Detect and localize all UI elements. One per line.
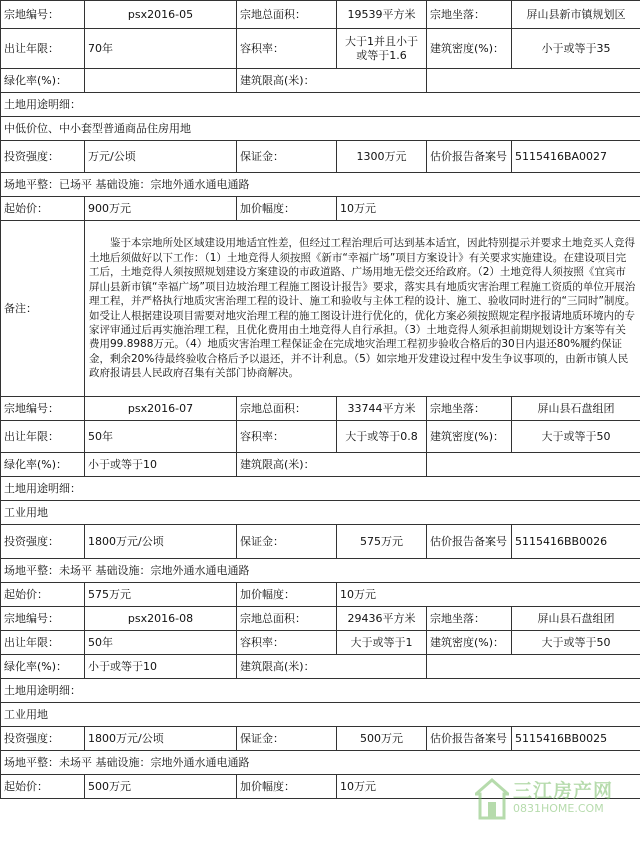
label-increment: 加价幅度： <box>237 583 337 607</box>
label-site-prep: 场地平整： <box>4 755 59 769</box>
plot-ratio-value: 大于或等于0.8 <box>337 421 427 453</box>
label-infra: 基础设施： <box>95 563 151 577</box>
investment-value: 1800万元/公顷 <box>85 525 237 559</box>
label-term: 出让年限： <box>1 631 85 655</box>
label-parcel-no: 宗地编号： <box>1 607 85 631</box>
parcel-row-investment <box>1 525 640 559</box>
label-appraisal: 估价报告备案号 <box>427 141 512 173</box>
greening-value: 小于或等于10 <box>85 453 237 477</box>
label-plot-ratio: 容积率： <box>237 29 337 69</box>
increment-value: 10万元 <box>337 583 640 607</box>
label-height-limit: 建筑限高(米)： <box>237 453 427 477</box>
label-infra: 基础设施： <box>95 177 151 191</box>
parcel-row-term <box>1 631 640 655</box>
parcel-row-term <box>1 29 640 69</box>
start-price-value: 575万元 <box>85 583 237 607</box>
greening-value <box>85 69 237 93</box>
watermark-brand: 三江房产网 <box>513 780 614 802</box>
total-area-value: 19539平方米 <box>337 1 427 29</box>
label-deposit: 保证金： <box>237 727 337 751</box>
parcel-row-greening <box>1 655 640 679</box>
increment-value: 10万元 <box>337 197 640 221</box>
parcel-row-use-label <box>1 679 640 703</box>
parcel-no-value: psx2016-07 <box>85 397 237 421</box>
parcel-row-basic <box>1 397 640 421</box>
total-area-value: 33744平方米 <box>337 397 427 421</box>
parcel-row-investment <box>1 141 640 173</box>
parcel-row-greening <box>1 69 640 93</box>
label-site-prep: 场地平整： <box>4 563 59 577</box>
parcel-row-use <box>1 703 640 727</box>
label-term: 出让年限： <box>1 29 85 69</box>
label-greening: 绿化率(%)： <box>1 655 85 679</box>
plot-ratio-value: 大于1并且小于或等于1.6 <box>337 29 427 69</box>
label-location: 宗地坐落： <box>427 397 512 421</box>
deposit-value: 575万元 <box>337 525 427 559</box>
investment-value: 1800万元/公顷 <box>85 727 237 751</box>
label-parcel-no: 宗地编号： <box>1 1 85 29</box>
increment-value: 10万元 <box>337 775 640 799</box>
label-location: 宗地坐落： <box>427 1 512 29</box>
label-start-price: 起始价： <box>1 775 85 799</box>
parcel-row-basic <box>1 1 640 29</box>
term-value: 50年 <box>85 631 237 655</box>
label-total-area: 宗地总面积： <box>237 607 337 631</box>
parcel-row-site <box>1 751 640 775</box>
location-value: 屏山县石盘组团 <box>512 607 640 631</box>
label-height-limit: 建筑限高(米)： <box>237 655 427 679</box>
label-appraisal: 估价报告备案号 <box>427 727 512 751</box>
investment-value: 万元/公顷 <box>85 141 237 173</box>
height-limit-value <box>427 69 640 93</box>
parcel-row-term <box>1 421 640 453</box>
label-plot-ratio: 容积率： <box>237 631 337 655</box>
house-logo-icon <box>475 778 509 820</box>
site-infra-cell <box>1 751 640 775</box>
location-value: 屏山县石盘组团 <box>512 397 640 421</box>
label-total-area: 宗地总面积： <box>237 1 337 29</box>
appraisal-value: 5115416BB0026 <box>512 525 640 559</box>
parcel-row-price <box>1 583 640 607</box>
deposit-value: 1300万元 <box>337 141 427 173</box>
parcel-no-value: psx2016-08 <box>85 607 237 631</box>
term-value: 70年 <box>85 29 237 69</box>
greening-value: 小于或等于10 <box>85 655 237 679</box>
label-investment: 投资强度： <box>1 727 85 751</box>
parcel-row-use-label <box>1 477 640 501</box>
parcel-row-investment <box>1 727 640 751</box>
parcel-no-value: psx2016-05 <box>85 1 237 29</box>
label-parcel-no: 宗地编号： <box>1 397 85 421</box>
land-use-value: 工业用地 <box>1 703 640 727</box>
parcel-row-basic <box>1 607 640 631</box>
density-value: 大于或等于50 <box>512 631 640 655</box>
start-price-value: 900万元 <box>85 197 237 221</box>
parcel-row-use <box>1 501 640 525</box>
label-increment: 加价幅度： <box>237 197 337 221</box>
parcel-row-use-label <box>1 93 640 117</box>
label-land-use-detail: 土地用途明细： <box>1 477 640 501</box>
parcel-row-use <box>1 117 640 141</box>
label-height-limit: 建筑限高(米)： <box>237 69 427 93</box>
label-deposit: 保证金： <box>237 525 337 559</box>
density-value: 小于或等于35 <box>512 29 640 69</box>
site-prep-value: 未场平 <box>59 563 92 577</box>
label-site-prep: 场地平整： <box>4 177 59 191</box>
label-start-price: 起始价： <box>1 583 85 607</box>
parcel-row-site <box>1 559 640 583</box>
land-use-value: 中低价位、中小套型普通商品住房用地 <box>1 117 640 141</box>
appraisal-value: 5115416BB0025 <box>512 727 640 751</box>
label-density: 建筑密度(%)： <box>427 29 512 69</box>
density-value: 大于或等于50 <box>512 421 640 453</box>
term-value: 50年 <box>85 421 237 453</box>
location-value: 屏山县新市镇规划区 <box>512 1 640 29</box>
label-land-use-detail: 土地用途明细： <box>1 679 640 703</box>
label-greening: 绿化率(%)： <box>1 453 85 477</box>
label-increment: 加价幅度： <box>237 775 337 799</box>
site-infra-cell <box>1 559 640 583</box>
appraisal-value: 5115416BA0027 <box>512 141 640 173</box>
parcel-row-remarks <box>1 221 640 397</box>
label-term: 出让年限： <box>1 421 85 453</box>
start-price-value: 500万元 <box>85 775 237 799</box>
height-limit-value <box>427 453 640 477</box>
label-investment: 投资强度： <box>1 525 85 559</box>
site-infra-cell <box>1 173 640 197</box>
parcel-row-site <box>1 173 640 197</box>
label-investment: 投资强度： <box>1 141 85 173</box>
remarks-text: 鉴于本宗地所处区域建设用地适宜性差，但经过工程治理后可达到基本适宜，因此特别提示并要求土地竞买人竞得土地后须做好以下工作：（1）土地竞得人须按照《新市“幸福广场”项目方案设计》有关要求实施建设。在建设项目完工后，土地竞得人须按照规划建设方案建设的市政道路、广场用地无偿交还给政府。（2）土地竞得人须按照《宜宾市屏山县新市镇“幸福广场”项目边坡治理工程施工图设计报告》要求，落实具有地质灾害治理工程施工资质的单位开展治理工程，并严格执行地质灾害治理工程的设计、施工和验收与主体工程的设计、施工、验收同时进行的“三同时”制度。如受让人根据建设项目需要对地灾治理工程的施工图设计进行优化的，优化方案必须按照规定程序报请地质环境内的专家评审通过后再实施治理工程，且优化费用由土地竞得人自行承担。（3）土地竞得人须承担前期规划设计方案等有关费用99.8988万元。（4）地质灾害治理工程保证金在完成地灾治理工程初步验收合格后的30日内退还80%履约保证金，剩余20%待最终验收合格后予以退还，并不计利息。（5）如宗地开发建设过程中发生争议事项的，由新市镇人民政府报请县人民政府召集有关部门协商解决。 <box>85 221 640 397</box>
infra-value: 宗地外通水通电通路 <box>150 563 250 577</box>
label-land-use-detail: 土地用途明细： <box>1 93 640 117</box>
site-prep-value: 未场平 <box>59 755 92 769</box>
height-limit-value <box>427 655 640 679</box>
infra-value: 宗地外通水通电通路 <box>150 177 250 191</box>
label-infra: 基础设施： <box>95 755 151 769</box>
label-density: 建筑密度(%)： <box>427 631 512 655</box>
site-watermark <box>473 774 637 826</box>
label-appraisal: 估价报告备案号 <box>427 525 512 559</box>
label-location: 宗地坐落： <box>427 607 512 631</box>
label-start-price: 起始价： <box>1 197 85 221</box>
parcel-row-greening <box>1 453 640 477</box>
watermark-url: 0831HOME.COM <box>513 802 604 815</box>
deposit-value: 500万元 <box>337 727 427 751</box>
label-greening: 绿化率(%)： <box>1 69 85 93</box>
label-deposit: 保证金： <box>237 141 337 173</box>
infra-value: 宗地外通水通电通路 <box>150 755 250 769</box>
total-area-value: 29436平方米 <box>337 607 427 631</box>
site-prep-value: 已场平 <box>59 177 92 191</box>
label-plot-ratio: 容积率： <box>237 421 337 453</box>
land-use-value: 工业用地 <box>1 501 640 525</box>
plot-ratio-value: 大于或等于1 <box>337 631 427 655</box>
label-density: 建筑密度(%)： <box>427 421 512 453</box>
parcel-row-price <box>1 197 640 221</box>
label-remarks: 备注： <box>1 221 85 397</box>
label-total-area: 宗地总面积： <box>237 397 337 421</box>
